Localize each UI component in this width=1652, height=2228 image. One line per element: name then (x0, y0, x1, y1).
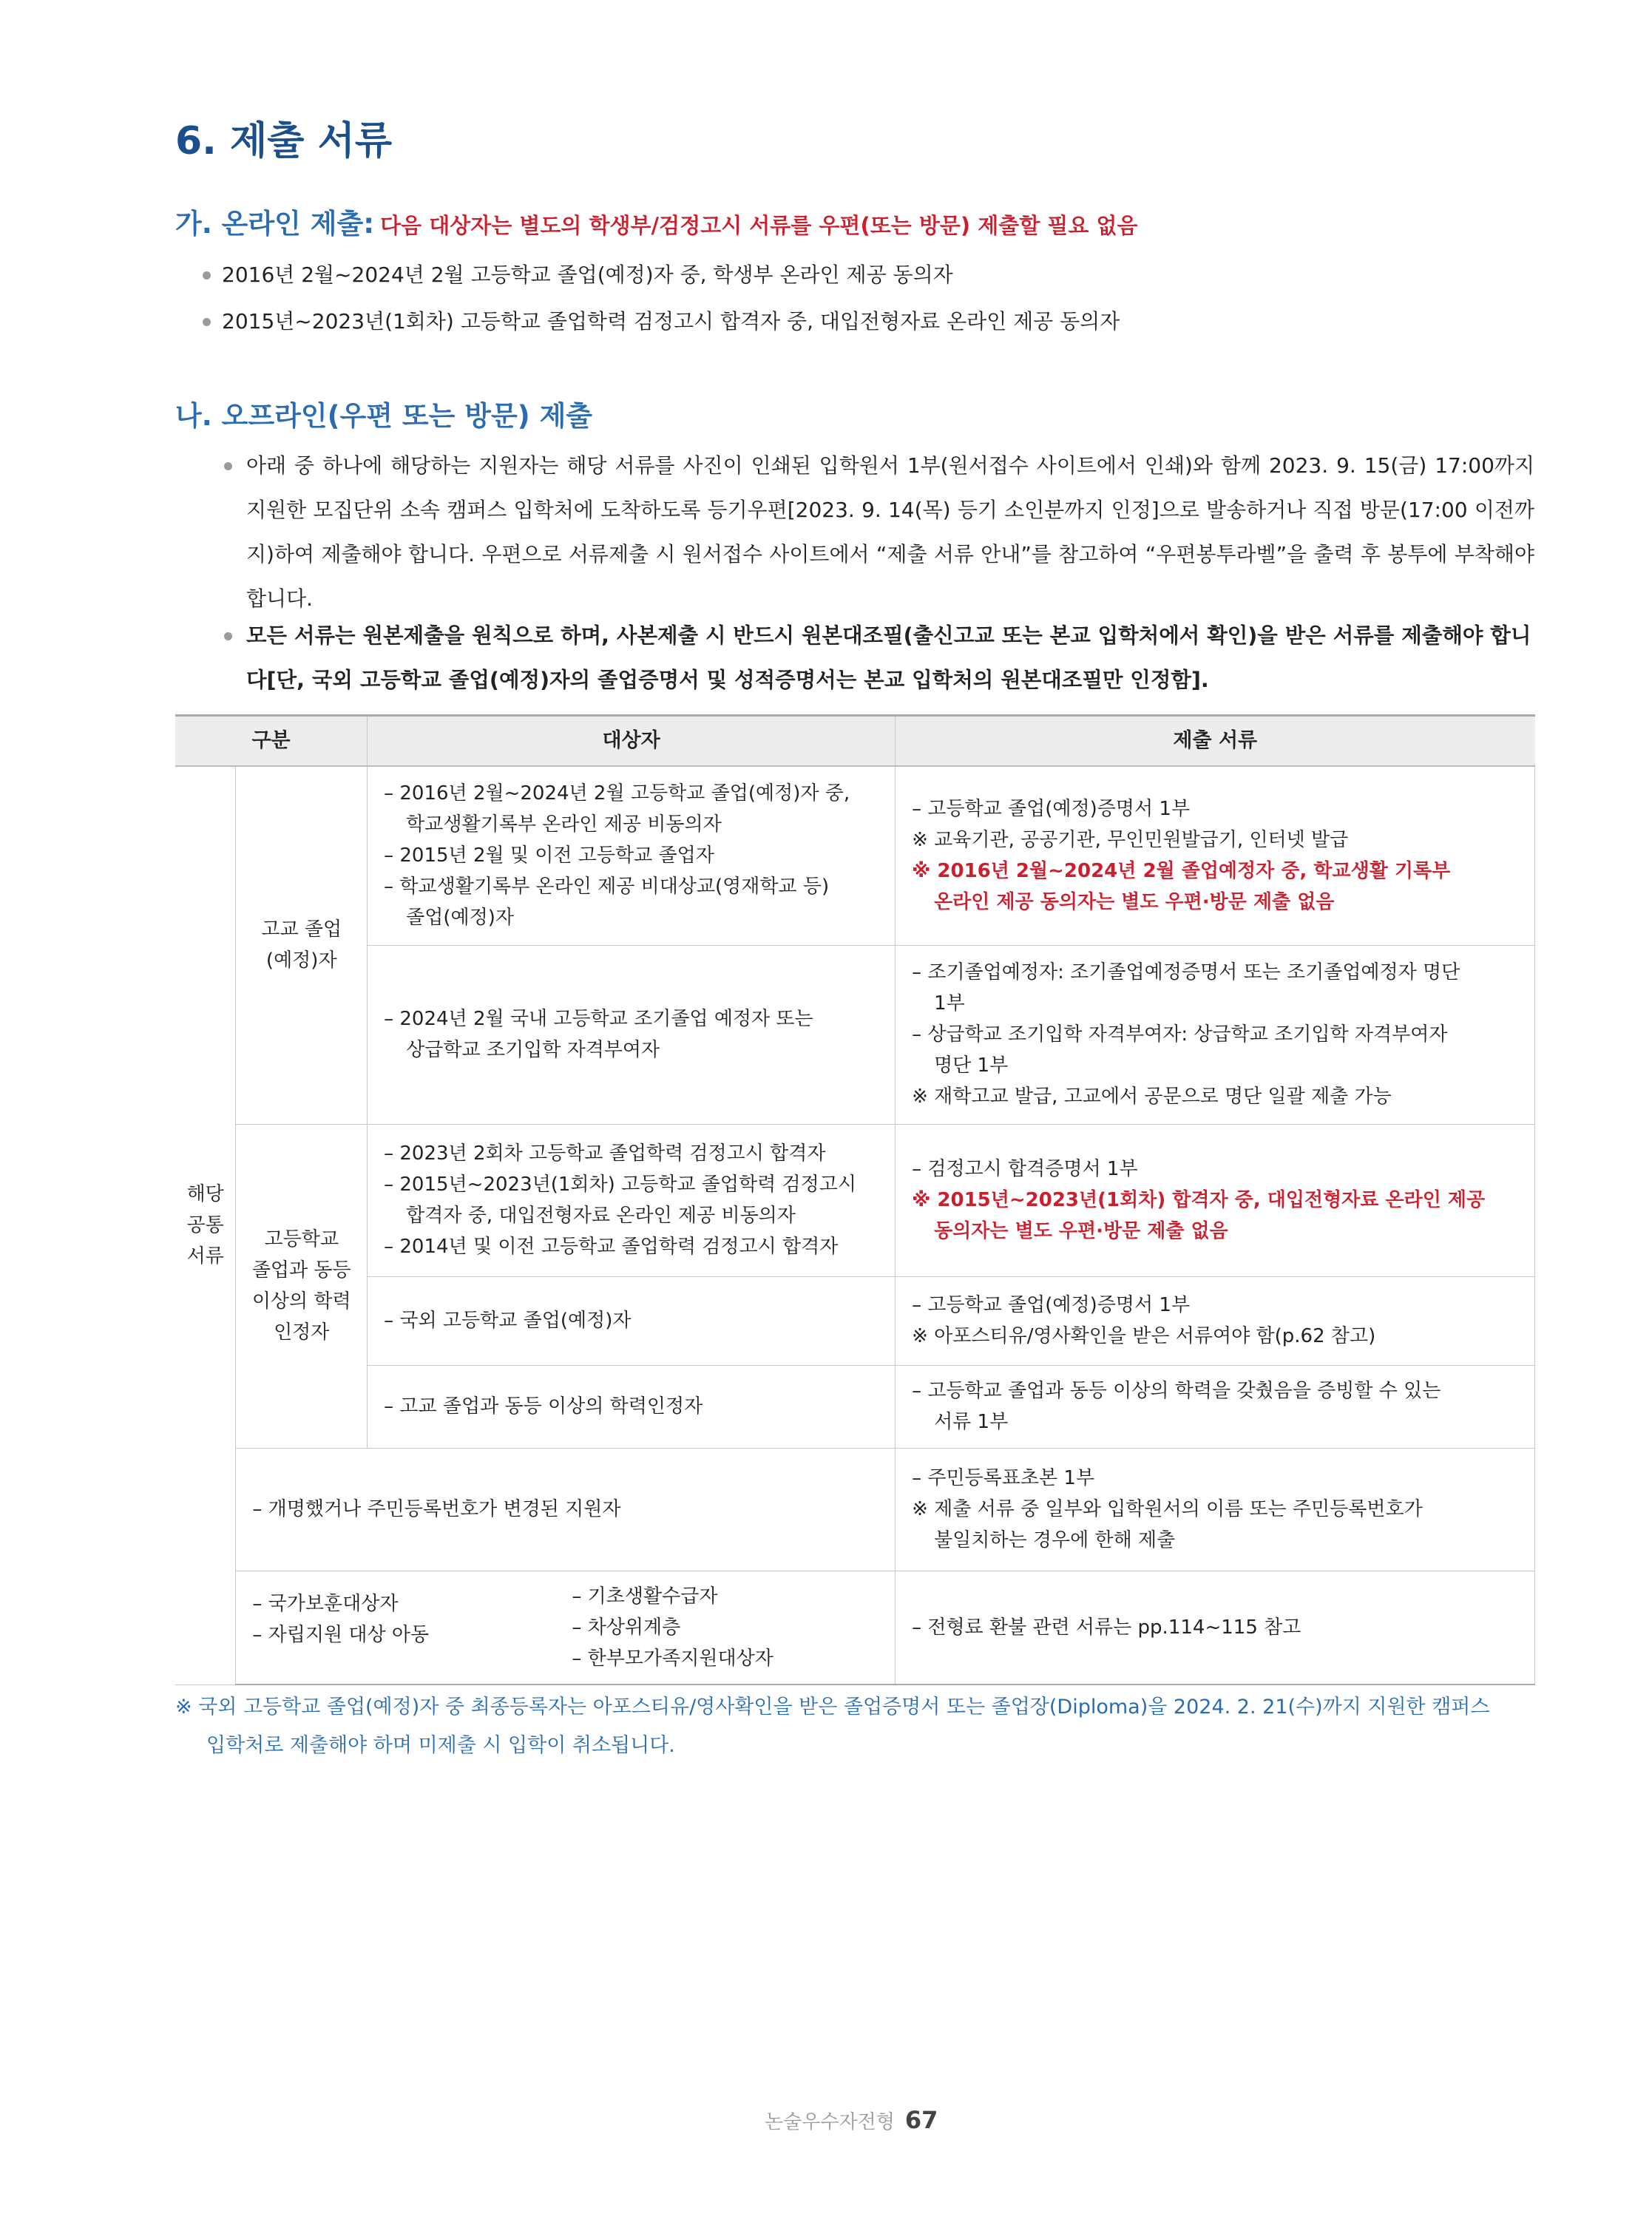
page-title: 6. 제출 서류 (175, 119, 393, 163)
section-b-label: 나. 오프라인(우편 또는 방문) 제출 (175, 400, 593, 432)
section-a-label: 가. 온라인 제출: (175, 208, 375, 240)
group-equivalent-education: 고등학교 졸업과 동등 이상의 학력 인정자 (236, 1124, 368, 1448)
table-header-row (175, 716, 1535, 767)
page-number: 67 (904, 2106, 938, 2134)
section-a-note: 다음 대상자는 별도의 학생부/검정고시 서류를 우편(또는 방문) 제출할 필요 없음 (380, 213, 1138, 238)
documents-cell: – 전형료 환불 관련 서류는 pp.114~115 참고 (896, 1571, 1535, 1684)
documents-table (175, 714, 1535, 1685)
section-a-heading (175, 201, 1138, 241)
table-row (175, 766, 1535, 945)
documents-cell: – 고등학교 졸업(예정)증명서 1부 ※ 아포스티유/영사확인을 받은 서류여야 함(p.62 참고) (896, 1276, 1535, 1365)
group-high-school-graduates: 고교 졸업 (예정)자 (236, 766, 368, 1124)
target-column-right: – 기초생활수급자 – 차상위계층 – 한부모가족지원대상자 (572, 1585, 773, 1670)
target-cell: – 개명했거나 주민등록번호가 변경된 지원자 (236, 1448, 896, 1571)
table-row (175, 1276, 1535, 1365)
bullet-icon (224, 632, 232, 640)
footnote: ※ 국외 고등학교 졸업(예정)자 중 최종등록자는 아포스티유/영사확인을 받은 졸업증명서 또는 졸업장(Diploma)을 2024. 2. 21(수)까지 지원한 캠퍼스 입학처로 제출해야 하며 미제출 시 입학이 취소됩니다. (175, 1696, 1490, 1757)
target-cell: – 고교 졸업과 동등 이상의 학력인정자 (368, 1365, 896, 1448)
table-row (175, 945, 1535, 1124)
bullet-icon (224, 462, 232, 470)
bullet-icon (203, 271, 211, 280)
table-row (175, 1448, 1535, 1571)
target-cell: – 2023년 2회차 고등학교 졸업학력 검정고시 합격자 – 2015년~2023년(1회차) 고등학교 졸업학력 검정고시 합격자 중, 대입전형자료 온라인 제공 비동의자 – 2014년 및 이전 고등학교 졸업학력 검정고시 합격자 (368, 1124, 896, 1276)
target-cell: – 국외 고등학교 졸업(예정)자 (368, 1276, 896, 1365)
header-documents: 제출 서류 (896, 716, 1535, 767)
section-b-bullet-1: 아래 중 하나에 해당하는 지원자는 해당 서류를 사진이 인쇄된 입학원서 1부(원서접수 사이트에서 인쇄)와 함께 2023. 9. 15(금) 17:00까지 지원한 모집단위 소속 캠퍼스 입학처에 도착하도록 등기우편[2023. 9. 14(목) 등기 소인분까지 인정]으로 발송하거나 직접 방문(17:00 이전까지)하여 제출해야 합니다. 우편으로 서류제출 시 원서접수 사이트에서 “제출 서류 안내”를 참고하여 “우편봉투라벨”을 출력 후 봉투에 부착해야 합니다. (246, 444, 1534, 621)
documents-cell: – 조기졸업예정자: 조기졸업예정증명서 또는 조기졸업예정자 명단 1부 – 상급학교 조기입학 자격부여자: 상급학교 조기입학 자격부여자 명단 1부 ※ 재학고교 발급, 고교에서 공문으로 명단 일괄 제출 가능 (896, 945, 1535, 1124)
documents-cell: – 고등학교 졸업(예정)증명서 1부 ※ 교육기관, 공공기관, 무인민원발급기, 인터넷 발급 ※ 2016년 2월~2024년 2월 졸업예정자 중, 학교생활 기록부 온라인 제공 동의자는 별도 우편·방문 제출 없음 (896, 766, 1535, 945)
documents-cell: – 주민등록표초본 1부 ※ 제출 서류 중 일부와 입학원서의 이름 또는 주민등록번호가 불일치하는 경우에 한해 제출 (896, 1448, 1535, 1571)
target-column-left: – 국가보훈대상자 – 자립지원 대상 아동 (252, 1592, 430, 1646)
section-b-heading (175, 393, 592, 433)
bullet-icon (203, 318, 211, 326)
target-cell: – 2024년 2월 국내 고등학교 조기졸업 예정자 또는 상급학교 조기입학 자격부여자 (368, 945, 896, 1124)
section-b-bullet-2: 모든 서류는 원본제출을 원칙으로 하며, 사본제출 시 반드시 원본대조필(출신고교 또는 본교 입학처에서 확인)을 받은 서류를 제출해야 합니다[단, 국외 고등학교 졸업(예정)자의 졸업증명서 및 성적증명서는 본교 입학처의 원본대조필만 인정함]. (246, 614, 1534, 702)
section-a-bullet-1: 2016년 2월~2024년 2월 고등학교 졸업(예정)자 중, 학생부 온라인 제공 동의자 (222, 254, 1538, 297)
section-a-bullet-2: 2015년~2023년(1회차) 고등학교 졸업학력 검정고시 합격자 중, 대입전형자료 온라인 제공 동의자 (222, 300, 1538, 343)
documents-cell: – 검정고시 합격증명서 1부 ※ 2015년~2023년(1회차) 합격자 중, 대입전형자료 온라인 제공 동의자는 별도 우편·방문 제출 없음 (896, 1124, 1535, 1276)
table-row (175, 1124, 1535, 1276)
target-cell: – 2016년 2월~2024년 2월 고등학교 졸업(예정)자 중, 학교생활기록부 온라인 제공 비동의자 – 2015년 2월 및 이전 고등학교 졸업자 – 학교생활기록부 온라인 제공 비대상교(영재학교 등) 졸업(예정)자 (368, 766, 896, 945)
documents-cell: – 고등학교 졸업과 동등 이상의 학력을 갖췄음을 증빙할 수 있는 서류 1부 (896, 1365, 1535, 1448)
page-footer (765, 2106, 938, 2134)
header-category: 구분 (175, 716, 368, 767)
table-row (175, 1365, 1535, 1448)
footer-label: 논술우수자전형 (765, 2111, 895, 2133)
target-cell (236, 1571, 896, 1684)
header-target: 대상자 (368, 716, 896, 767)
group-common-documents: 해당 공통 서류 (175, 766, 236, 1684)
table-row (175, 1571, 1535, 1684)
